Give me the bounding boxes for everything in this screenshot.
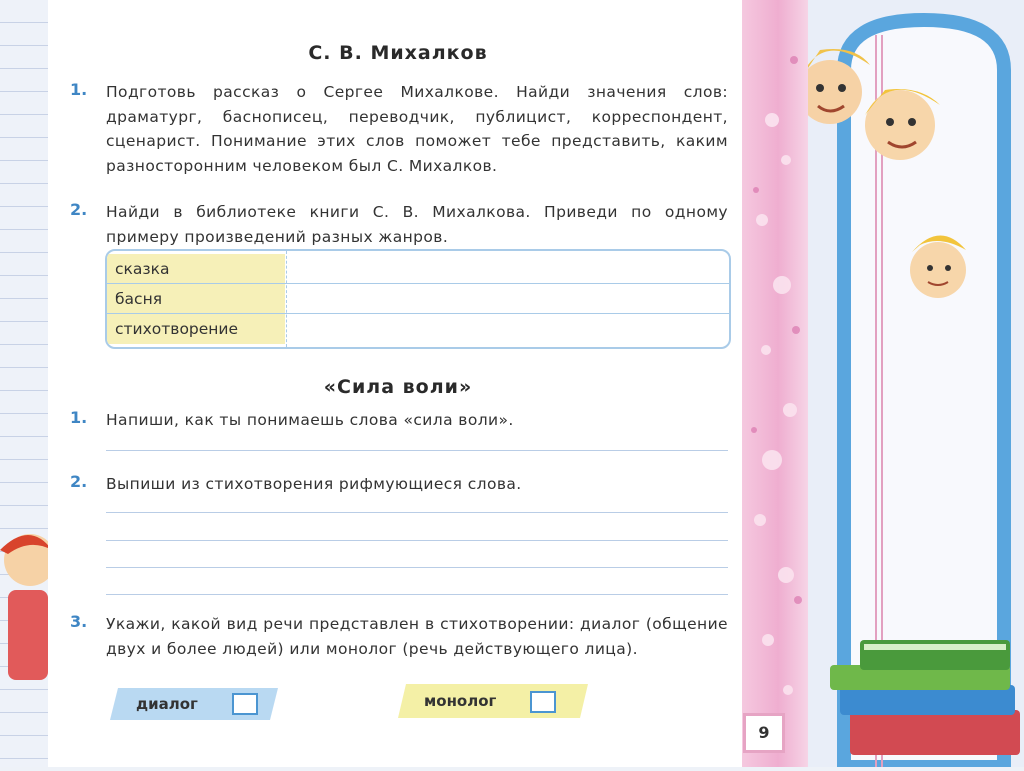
- books-illustration: [820, 630, 1020, 767]
- answer-cell[interactable]: [287, 284, 729, 314]
- answer-line[interactable]: [106, 594, 728, 595]
- genre-label: сказка: [107, 254, 285, 284]
- answer-line[interactable]: [106, 450, 728, 451]
- choice-label: диалог: [136, 695, 198, 713]
- decorative-band: [742, 0, 808, 767]
- task-number: 1.: [70, 408, 88, 427]
- page-number: 9: [743, 713, 785, 753]
- genre-label: басня: [107, 284, 285, 314]
- flower-pattern: [742, 0, 808, 767]
- choice-label: монолог: [424, 692, 497, 710]
- dialog-checkbox[interactable]: [232, 693, 258, 715]
- task-number: 1.: [70, 80, 88, 99]
- task-text: Выпиши из стихотворения рифмующиеся слова.: [106, 475, 522, 493]
- task-number: 2.: [70, 200, 88, 219]
- table-row: [107, 284, 729, 314]
- task-number: 2.: [70, 472, 88, 491]
- answer-cell[interactable]: [287, 254, 729, 284]
- table-row: [107, 254, 729, 284]
- task-text: Укажи, какой вид речи представлен в стихотворении: диалог (общение двух и более людей) или монолог (речь действующего лица).: [106, 615, 728, 658]
- choice-monolog: [398, 684, 588, 716]
- section-title: «Сила воли»: [323, 376, 473, 398]
- answer-line[interactable]: [106, 540, 728, 541]
- column-divider: [286, 251, 287, 347]
- children-illustration: [800, 30, 990, 330]
- genre-table: [105, 249, 731, 349]
- answer-line[interactable]: [106, 567, 728, 568]
- task-text: Найди в библиотеке книги С. В. Михалкова. Приведи по одному примеру произведений разных жанров.: [106, 203, 728, 246]
- answer-line[interactable]: [106, 512, 728, 513]
- girl-illustration: [0, 520, 52, 700]
- monolog-checkbox[interactable]: [530, 691, 556, 713]
- task-text: Напиши, как ты понимаешь слова «сила воли».: [106, 411, 514, 429]
- answer-cell[interactable]: [287, 314, 729, 344]
- task-number: 3.: [70, 612, 88, 631]
- genre-label: стихотворение: [107, 314, 285, 344]
- table-row: [107, 314, 729, 344]
- section-title: С. В. Михалков: [308, 42, 488, 64]
- task-text: Подготовь рассказ о Сергее Михалкове. Найди значения слов: драматург, баснописец, переводчик, публицист, корреспондент, сценарист. Понимание этих слов поможет тебе представить, каким разносторонним человеком был С. Михалков.: [106, 83, 728, 175]
- choice-dialog: [110, 688, 278, 720]
